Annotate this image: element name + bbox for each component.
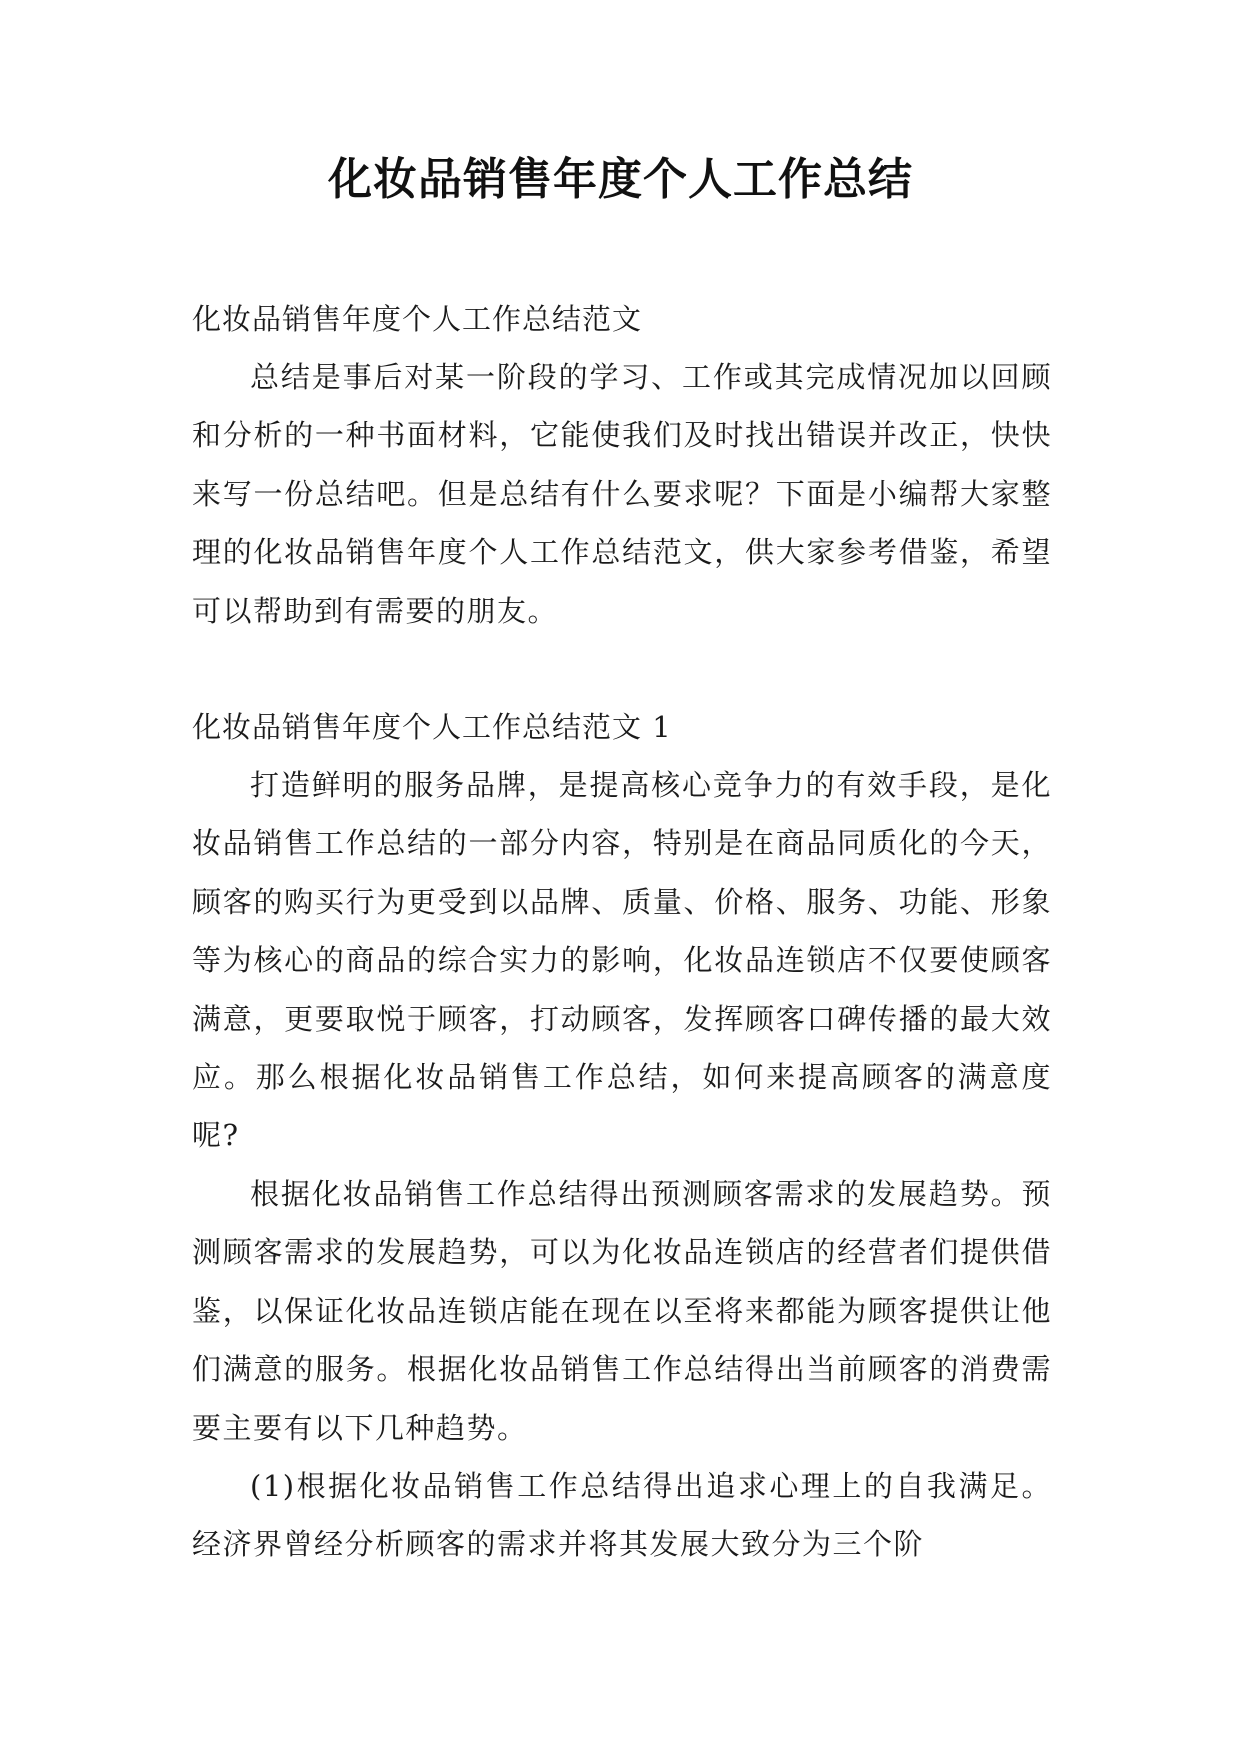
- body-paragraph: (1)根据化妆品销售工作总结得出追求心理上的自我满足。经济界曾经分析顾客的需求并将其发展大致分为三个阶: [192, 1468, 1052, 1562]
- document-title: 化妆品销售年度个人工作总结: [328, 154, 913, 205]
- body-paragraph: 打造鲜明的服务品牌，是提高核心竞争力的有效手段，是化妆品销售工作总结的一部分内容，特别是在商品同质化的今天，顾客的购买行为更受到以品牌、质量、价格、服务、功能、形象等为核心的商品的综合实力的影响，化妆品连锁店不仅要使顾客满意，更要取悦于顾客，打动顾客，发挥顾客口碑传播的最大效应。那么根据化妆品销售工作总结，如何来提高顾客的满意度呢?: [192, 768, 1052, 1153]
- document-body: [192, 290, 1052, 1574]
- intro-paragraph: 总结是事后对某一阶段的学习、工作或其完成情况加以回顾和分析的一种书面材料，它能使我们及时找出错误并改正，快快来写一份总结吧。但是总结有什么要求呢？下面是小编帮大家整理的化妆品销售年度个人工作总结范文，供大家参考借鉴，希望可以帮助到有需要的朋友。: [192, 360, 1052, 628]
- document-subtitle: 化妆品销售年度个人工作总结范文: [192, 302, 643, 336]
- section-heading: 化妆品销售年度个人工作总结范文 1: [192, 710, 672, 745]
- body-paragraph: 根据化妆品销售工作总结得出预测顾客需求的发展趋势。预测顾客需求的发展趋势，可以为化妆品连锁店的经营者们提供借鉴，以保证化妆品连锁店能在现在以至将来都能为顾客提供让他们满意的服务。根据化妆品销售工作总结得出当前顾客的消费需要主要有以下几种趋势。: [192, 1176, 1052, 1445]
